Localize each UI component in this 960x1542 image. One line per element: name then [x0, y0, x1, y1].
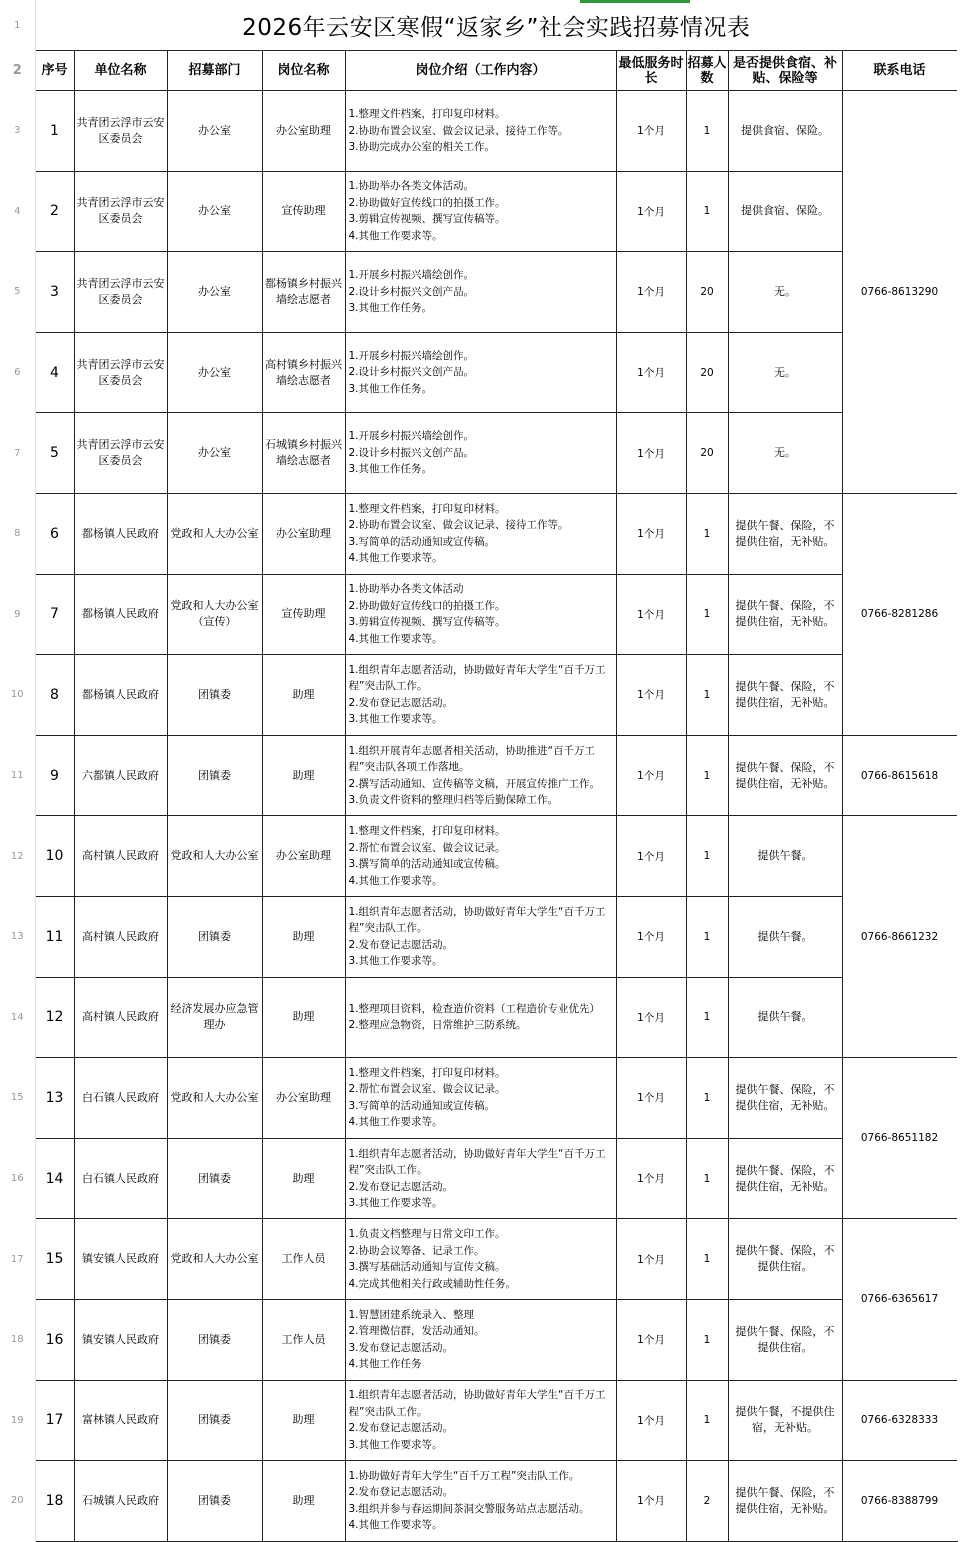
row-number[interactable]: 13	[0, 896, 35, 977]
intro-line: 2.发布登记志愿活动。	[348, 1486, 454, 1499]
cell-post: 办公室助理	[262, 91, 345, 172]
row-number[interactable]: 18	[0, 1299, 35, 1380]
cell-intro	[345, 1138, 616, 1219]
table-row	[0, 332, 957, 413]
intro-line: 1.组织开展青年志愿者相关活动，协助推进“百千万工程”突击队各项工作落地。	[348, 744, 595, 774]
cell-intro	[345, 493, 616, 574]
table-row	[0, 977, 957, 1058]
table-row	[0, 896, 957, 977]
cell-count: 1	[686, 735, 728, 816]
header-count: 招募人数	[686, 51, 728, 91]
cell-unit: 镇安镇人民政府	[74, 1299, 167, 1380]
page-title: 2026年云安区寒假“返家乡”社会实践招募情况表	[242, 14, 751, 41]
intro-line: 1.整理项目资料，检查造价资料（工程造价专业优先）	[348, 1002, 601, 1015]
cell-benefits: 提供午餐。	[728, 896, 842, 977]
cell-seq: 5	[35, 413, 74, 494]
cell-duration: 1个月	[616, 1461, 686, 1542]
cell-count: 20	[686, 413, 728, 494]
cell-count: 1	[686, 816, 728, 897]
intro-line: 1.整理文件档案，打印复印材料。	[348, 108, 506, 121]
intro-line: 2.协助布置会议室、做会议记录、接待工作等。	[348, 124, 569, 137]
cell-phone: 0766-8388799	[842, 1461, 957, 1542]
intro-line: 1.协助做好青年大学生“百千万工程”突击队工作。	[348, 1469, 580, 1482]
cell-intro	[345, 1380, 616, 1461]
row-number[interactable]: 15	[0, 1058, 35, 1139]
cell-unit: 共青团云浮市云安区委员会	[74, 171, 167, 252]
cell-seq: 9	[35, 735, 74, 816]
row-number[interactable]: 20	[0, 1461, 35, 1542]
cell-post: 办公室助理	[262, 493, 345, 574]
cell-dept: 团镇委	[167, 1461, 262, 1542]
cell-intro	[345, 896, 616, 977]
cell-dept: 党政和人大办公室	[167, 816, 262, 897]
cell-post: 助理	[262, 977, 345, 1058]
cell-count: 1	[686, 896, 728, 977]
intro-line: 2.撰写活动通知、宣传稿等文稿，开展宣传推广工作。	[348, 777, 601, 790]
cell-seq: 12	[35, 977, 74, 1058]
row-number[interactable]: 14	[0, 977, 35, 1058]
table-row	[0, 1138, 957, 1219]
table-row	[0, 1058, 957, 1139]
cell-phone: 0766-8615618	[842, 735, 957, 816]
table-row	[0, 493, 957, 574]
cell-duration: 1个月	[616, 1058, 686, 1139]
cell-count: 1	[686, 574, 728, 655]
cell-dept: 办公室	[167, 252, 262, 333]
cell-duration: 1个月	[616, 1380, 686, 1461]
row-number[interactable]: 1	[0, 0, 35, 51]
cell-intro	[345, 735, 616, 816]
cell-unit: 都杨镇人民政府	[74, 493, 167, 574]
cell-duration: 1个月	[616, 1299, 686, 1380]
cell-unit: 白石镇人民政府	[74, 1058, 167, 1139]
table-row	[0, 655, 957, 736]
table-row	[0, 574, 957, 655]
cell-count: 1	[686, 171, 728, 252]
intro-line: 3.负责文件资料的整理归档等后勤保障工作。	[348, 794, 559, 807]
cell-post: 助理	[262, 735, 345, 816]
cell-intro	[345, 977, 616, 1058]
cell-count: 2	[686, 1461, 728, 1542]
intro-line: 1.组织青年志愿者活动，协助做好青年大学生“百千万工程”突击队工作。	[348, 905, 606, 935]
intro-line: 3.其他工作要求等。	[348, 955, 443, 968]
cell-duration: 1个月	[616, 1138, 686, 1219]
intro-line: 2.设计乡村振兴文创产品。	[348, 446, 475, 459]
cell-duration: 1个月	[616, 655, 686, 736]
intro-line: 2.协助布置会议室、做会议记录、接待工作等。	[348, 519, 569, 532]
cell-duration: 1个月	[616, 171, 686, 252]
cell-dept: 经济发展办应急管理办	[167, 977, 262, 1058]
cell-duration: 1个月	[616, 493, 686, 574]
cell-dept: 办公室	[167, 171, 262, 252]
cell-dept: 办公室	[167, 332, 262, 413]
cell-count: 1	[686, 1219, 728, 1300]
intro-line: 3.其他工作任务。	[348, 382, 433, 395]
intro-line: 1.协助举办各类文体活动	[348, 583, 464, 596]
cell-seq: 14	[35, 1138, 74, 1219]
cell-benefits: 提供午餐，不提供住宿，无补贴。	[728, 1380, 842, 1461]
cell-dept: 党政和人大办公室（宣传）	[167, 574, 262, 655]
intro-line: 3.其他工作要求等。	[348, 1438, 443, 1451]
cell-unit: 共青团云浮市云安区委员会	[74, 413, 167, 494]
cell-benefits: 提供午餐、保险，不提供住宿，无补贴。	[728, 1461, 842, 1542]
intro-line: 1.整理文件档案，打印复印材料。	[348, 825, 506, 838]
cell-benefits: 提供午餐、保险，不提供住宿。	[728, 1219, 842, 1300]
cell-post: 助理	[262, 655, 345, 736]
cell-unit: 共青团云浮市云安区委员会	[74, 332, 167, 413]
cell-duration: 1个月	[616, 735, 686, 816]
cell-unit: 共青团云浮市云安区委员会	[74, 91, 167, 172]
intro-line: 2.发布登记志愿活动。	[348, 1422, 454, 1435]
intro-line: 1.整理文件档案，打印复印材料。	[348, 1066, 506, 1079]
cell-post: 工作人员	[262, 1219, 345, 1300]
intro-line: 1.开展乡村振兴墙绘创作。	[348, 269, 475, 282]
intro-line: 1.负责文档整理与日常文印工作。	[348, 1228, 506, 1241]
cell-post: 都杨镇乡村振兴墙绘志愿者	[262, 252, 345, 333]
cell-intro	[345, 252, 616, 333]
cell-post: 高村镇乡村振兴墙绘志愿者	[262, 332, 345, 413]
intro-line: 3.其他工作要求等。	[348, 1197, 443, 1210]
cell-benefits: 提供午餐。	[728, 816, 842, 897]
row-number[interactable]: 10	[0, 655, 35, 736]
cell-benefits: 提供午餐。	[728, 977, 842, 1058]
cell-benefits: 无。	[728, 252, 842, 333]
intro-line: 3.写简单的活动通知或宣传稿。	[348, 1099, 496, 1112]
cell-phone: 0766-8281286	[842, 493, 957, 735]
intro-line: 4.其他工作要求等。	[348, 1116, 443, 1129]
cell-post: 助理	[262, 1461, 345, 1542]
table-row	[0, 1299, 957, 1380]
cell-dept: 党政和人大办公室	[167, 493, 262, 574]
cell-dept: 办公室	[167, 413, 262, 494]
intro-line: 2.帮忙布置会议室、做会议记录。	[348, 841, 506, 854]
intro-line: 4.其他工作要求等。	[348, 552, 443, 565]
cell-post: 助理	[262, 1380, 345, 1461]
header-benefits: 是否提供食宿、补贴、保险等	[728, 51, 842, 91]
intro-line: 4.其他工作要求等。	[348, 229, 443, 242]
cell-unit: 镇安镇人民政府	[74, 1219, 167, 1300]
header-dept: 招募部门	[167, 51, 262, 91]
cell-intro	[345, 171, 616, 252]
cell-benefits: 提供午餐、保险，不提供住宿。	[728, 1299, 842, 1380]
intro-line: 3.剪辑宣传视频、撰写宣传稿等。	[348, 213, 506, 226]
intro-line: 3.发布登记志愿活动。	[348, 1341, 454, 1354]
cell-duration: 1个月	[616, 574, 686, 655]
intro-line: 2.协助做好宣传线口的拍摄工作。	[348, 196, 506, 209]
cell-post: 宣传助理	[262, 574, 345, 655]
cell-seq: 7	[35, 574, 74, 655]
intro-line: 4.其他工作要求等。	[348, 874, 443, 887]
cell-benefits: 无。	[728, 413, 842, 494]
cell-benefits: 提供午餐、保险，不提供住宿，无补贴。	[728, 493, 842, 574]
intro-line: 1.组织青年志愿者活动，协助做好青年大学生“百千万工程”突击队工作。	[348, 663, 606, 693]
cell-duration: 1个月	[616, 896, 686, 977]
cell-post: 助理	[262, 896, 345, 977]
intro-line: 3.撰写简单的活动通知或宣传稿。	[348, 858, 506, 871]
cell-count: 1	[686, 493, 728, 574]
cell-seq: 16	[35, 1299, 74, 1380]
cell-unit: 富林镇人民政府	[74, 1380, 167, 1461]
row-number[interactable]: 4	[0, 171, 35, 252]
intro-line: 1.开展乡村振兴墙绘创作。	[348, 349, 475, 362]
cell-unit: 都杨镇人民政府	[74, 574, 167, 655]
cell-seq: 17	[35, 1380, 74, 1461]
cell-seq: 11	[35, 896, 74, 977]
cell-duration: 1个月	[616, 91, 686, 172]
row-number[interactable]: 6	[0, 332, 35, 413]
cell-seq: 18	[35, 1461, 74, 1542]
intro-line: 2.设计乡村振兴文创产品。	[348, 366, 475, 379]
cell-post: 办公室助理	[262, 1058, 345, 1139]
intro-line: 1.开展乡村振兴墙绘创作。	[348, 430, 475, 443]
cell-count: 1	[686, 1138, 728, 1219]
intro-line: 2.管理微信群，发活动通知。	[348, 1325, 485, 1338]
row-number[interactable]: 17	[0, 1219, 35, 1300]
cell-unit: 都杨镇人民政府	[74, 655, 167, 736]
table-row	[0, 735, 957, 816]
cell-seq: 13	[35, 1058, 74, 1139]
cell-benefits: 提供午餐、保险，不提供住宿，无补贴。	[728, 735, 842, 816]
intro-line: 1.整理文件档案，打印复印材料。	[348, 502, 506, 515]
intro-line: 1.组织青年志愿者活动，协助做好青年大学生“百千万工程”突击队工作。	[348, 1147, 606, 1177]
intro-line: 4.其他工作任务	[348, 1358, 422, 1371]
row-number[interactable]: 2	[0, 51, 35, 91]
cell-unit: 六都镇人民政府	[74, 735, 167, 816]
intro-line: 3.组织并参与春运期间茶洞交警服务站点志愿活动。	[348, 1502, 590, 1515]
cell-seq: 1	[35, 91, 74, 172]
cell-phone: 0766-8661232	[842, 816, 957, 1058]
row-number[interactable]: 5	[0, 252, 35, 333]
cell-duration: 1个月	[616, 252, 686, 333]
intro-line: 2.整理应急物资，日常维护三防系统。	[348, 1019, 527, 1032]
cell-dept: 党政和人大办公室	[167, 1219, 262, 1300]
cell-dept: 团镇委	[167, 896, 262, 977]
cell-phone: 0766-8613290	[842, 91, 957, 494]
cell-benefits: 提供食宿、保险。	[728, 171, 842, 252]
row-number[interactable]: 9	[0, 574, 35, 655]
intro-line: 2.发布登记志愿活动。	[348, 1180, 454, 1193]
cell-duration: 1个月	[616, 977, 686, 1058]
cell-unit: 高村镇人民政府	[74, 977, 167, 1058]
cell-intro	[345, 1299, 616, 1380]
cell-dept: 团镇委	[167, 655, 262, 736]
cell-intro	[345, 574, 616, 655]
intro-line: 4.其他工作要求等。	[348, 1519, 443, 1532]
cell-duration: 1个月	[616, 1219, 686, 1300]
cell-unit: 共青团云浮市云安区委员会	[74, 252, 167, 333]
cell-seq: 4	[35, 332, 74, 413]
row-number[interactable]: 3	[0, 91, 35, 172]
cell-dept: 团镇委	[167, 735, 262, 816]
intro-line: 3.写简单的活动通知或宣传稿。	[348, 535, 496, 548]
cell-count: 1	[686, 977, 728, 1058]
header-unit: 单位名称	[74, 51, 167, 91]
cell-intro	[345, 1058, 616, 1139]
table-row	[0, 1380, 957, 1461]
header-phone: 联系电话	[842, 51, 957, 91]
cell-count: 1	[686, 1299, 728, 1380]
cell-benefits: 无。	[728, 332, 842, 413]
cell-seq: 8	[35, 655, 74, 736]
cell-intro	[345, 91, 616, 172]
intro-line: 2.协助会议筹备、记录工作。	[348, 1244, 485, 1257]
cell-duration: 1个月	[616, 332, 686, 413]
row-number[interactable]: 7	[0, 413, 35, 494]
cell-seq: 15	[35, 1219, 74, 1300]
cell-benefits: 提供午餐、保险，不提供住宿，无补贴。	[728, 574, 842, 655]
row-number[interactable]: 16	[0, 1138, 35, 1219]
intro-line: 3.协助完成办公室的相关工作。	[348, 141, 496, 154]
intro-line: 1.协助举办各类文体活动。	[348, 180, 475, 193]
intro-line: 2.发布登记志愿活动。	[348, 938, 454, 951]
cell-count: 1	[686, 1058, 728, 1139]
cell-dept: 团镇委	[167, 1380, 262, 1461]
cell-dept: 办公室	[167, 91, 262, 172]
cell-seq: 6	[35, 493, 74, 574]
header-duration: 最低服务时长	[616, 51, 686, 91]
cell-intro	[345, 1219, 616, 1300]
intro-line: 4.其他工作要求等。	[348, 632, 443, 645]
header-row	[0, 51, 957, 91]
intro-line: 1.组织青年志愿者活动，协助做好青年大学生“百千万工程”突击队工作。	[348, 1389, 606, 1418]
table-row	[0, 1461, 957, 1542]
cell-count: 1	[686, 1380, 728, 1461]
cell-duration: 1个月	[616, 413, 686, 494]
table-row	[0, 91, 957, 172]
cell-benefits: 提供午餐、保险，不提供住宿，无补贴。	[728, 1058, 842, 1139]
table-row	[0, 413, 957, 494]
cell-intro	[345, 1461, 616, 1542]
cell-phone: 0766-6328333	[842, 1380, 957, 1461]
cell-seq: 3	[35, 252, 74, 333]
cell-seq: 2	[35, 171, 74, 252]
cell-benefits: 提供午餐、保险，不提供住宿，无补贴。	[728, 655, 842, 736]
cell-dept: 团镇委	[167, 1299, 262, 1380]
cell-benefits: 提供食宿、保险。	[728, 91, 842, 172]
cell-post: 宣传助理	[262, 171, 345, 252]
intro-line: 3.剪辑宣传视频、撰写宣传稿等。	[348, 616, 506, 629]
cell-intro	[345, 332, 616, 413]
table-row	[0, 816, 957, 897]
cell-unit: 白石镇人民政府	[74, 1138, 167, 1219]
row-number[interactable]: 11	[0, 735, 35, 816]
cell-count: 20	[686, 252, 728, 333]
cell-unit: 高村镇人民政府	[74, 896, 167, 977]
cell-count: 1	[686, 655, 728, 736]
cell-duration: 1个月	[616, 816, 686, 897]
table-row	[0, 1219, 957, 1300]
header-post: 岗位名称	[262, 51, 345, 91]
header-seq: 序号	[35, 51, 74, 91]
cell-post: 工作人员	[262, 1299, 345, 1380]
cell-post: 助理	[262, 1138, 345, 1219]
cell-seq: 10	[35, 816, 74, 897]
cell-intro	[345, 655, 616, 736]
cell-phone: 0766-6365617	[842, 1219, 957, 1380]
intro-line: 4.完成其他相关行政或辅助性任务。	[348, 1277, 517, 1290]
cell-intro	[345, 413, 616, 494]
intro-line: 1.智慧团建系统录入、整理	[348, 1308, 475, 1321]
intro-line: 2.发布登记志愿活动。	[348, 696, 454, 709]
header-intro: 岗位介绍（工作内容）	[345, 51, 616, 91]
cell-intro	[345, 816, 616, 897]
intro-line: 3.其他工作任务。	[348, 463, 433, 476]
row-number[interactable]: 12	[0, 816, 35, 897]
intro-line: 3.撰写基础活动通知与宣传文稿。	[348, 1261, 506, 1274]
intro-line: 3.其他工作要求等。	[348, 713, 443, 726]
cell-dept: 团镇委	[167, 1138, 262, 1219]
cell-count: 1	[686, 91, 728, 172]
cell-post: 石城镇乡村振兴墙绘志愿者	[262, 413, 345, 494]
cell-unit: 高村镇人民政府	[74, 816, 167, 897]
intro-line: 3.其他工作任务。	[348, 302, 433, 315]
cell-count: 20	[686, 332, 728, 413]
cell-unit: 石城镇人民政府	[74, 1461, 167, 1542]
cell-post: 办公室助理	[262, 816, 345, 897]
intro-line: 2.协助做好宣传线口的拍摄工作。	[348, 599, 506, 612]
intro-line: 2.设计乡村振兴文创产品。	[348, 285, 475, 298]
row-number[interactable]: 19	[0, 1380, 35, 1461]
title-row	[0, 0, 957, 51]
row-number[interactable]: 8	[0, 493, 35, 574]
table-row	[0, 171, 957, 252]
table-row	[0, 252, 957, 333]
cell-benefits: 提供午餐、保险，不提供住宿，无补贴。	[728, 1138, 842, 1219]
cell-phone: 0766-8651182	[842, 1058, 957, 1219]
intro-line: 2.帮忙布置会议室、做会议记录。	[348, 1083, 506, 1096]
cell-dept: 党政和人大办公室	[167, 1058, 262, 1139]
